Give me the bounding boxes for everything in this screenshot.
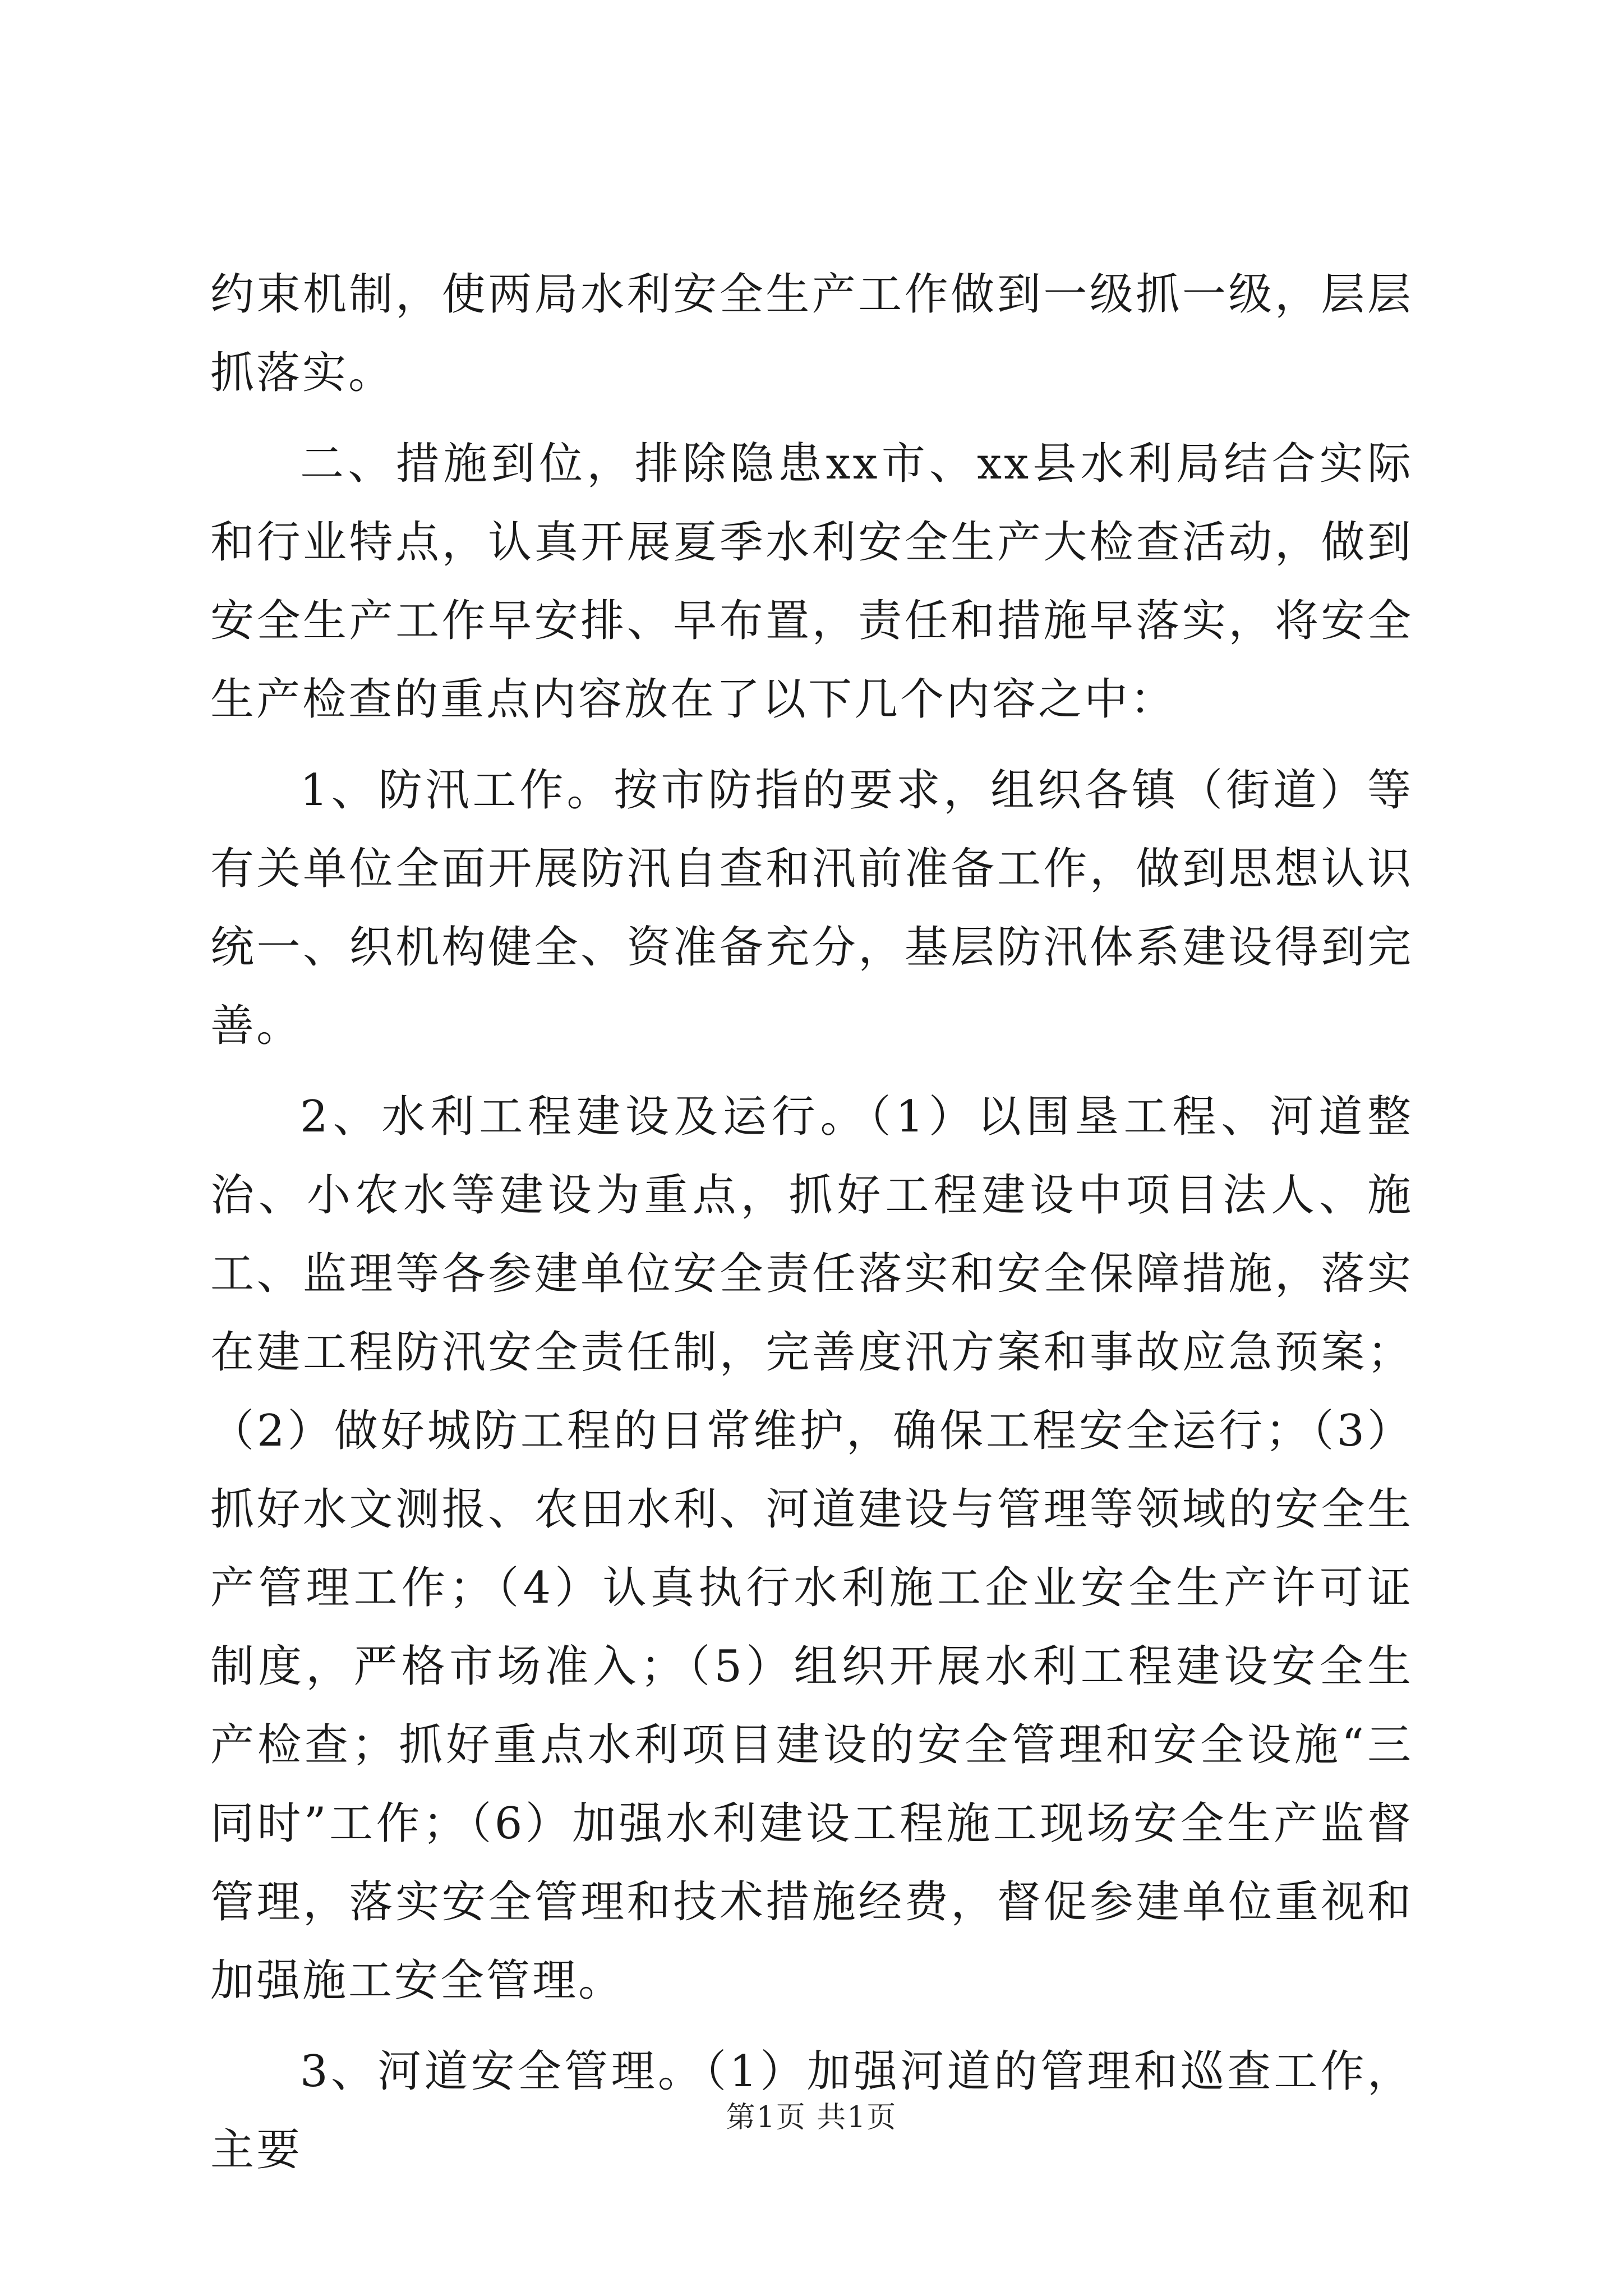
page-footer: 第1页 共1页 (726, 2101, 897, 2134)
paragraph-item-river-safety: 3、河道安全管理。（1）加强河道的管理和巡查工作，主要 (210, 2046, 1413, 2175)
paragraph-item-flood-control: 1、防汛工作。按市防指的要求，组织各镇（街道）等有关单位全面开展防汛自查和汛前准备工作，做到思想认识统一、织机构健全、资准备充分，基层防汛体系建设得到完善。 (210, 765, 1413, 1051)
document-body (210, 255, 1413, 2202)
paragraph-continuation: 约束机制，使两局水利安全生产工作做到一级抓一级，层层抓落实。 (210, 269, 1413, 398)
paragraph-section-two: 二、措施到位，排除隐患xx市、xx县水利局结合实际和行业特点，认真开展夏季水利安全生产大检查活动，做到安全生产工作早安排、早布置，责任和措施早落实，将安全生产检查的重点内容放在了以下几个内容之中： (210, 439, 1413, 725)
paragraph-item-water-engineering: 2、水利工程建设及运行。（1）以围垦工程、河道整治、小农水等建设为重点，抓好工程建设中项目法人、施工、监理等各参建单位安全责任落实和安全保障措施，落实在建工程防汛安全责任制，完善度汛方案和事故应急预案；（2）做好城防工程的日常维护，确保工程安全运行；（3）抓好水文测报、农田水利、河道建设与管理等领域的安全生产管理工作；（4）认真执行水利施工企业安全生产许可证制度，严格市场准入；（5）组织开展水利工程建设安全生产检查；抓好重点水利项目建设的安全管理和安全设施“三同时”工作；（6）加强水利建设工程施工现场安全生产监督管理，落实安全管理和技术措施经费，督促参建单位重视和加强施工安全管理。 (210, 1092, 1413, 2006)
